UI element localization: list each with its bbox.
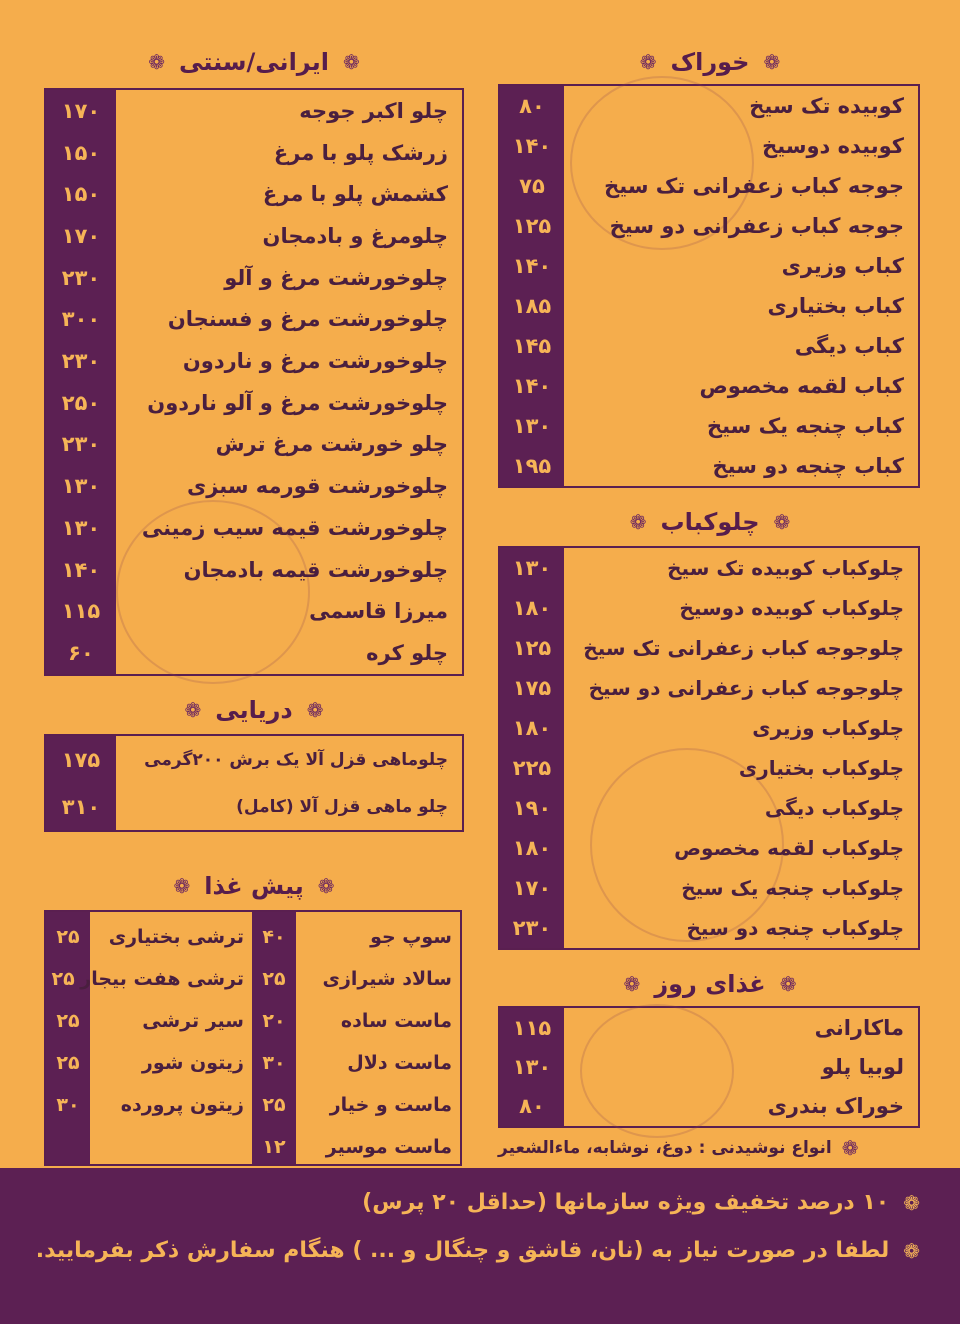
menu-item-row [500,788,918,828]
section-title-pish-ghaza: ❁ پیش غذا ❁ [173,872,335,900]
flower-ornament-icon: ❁ [317,874,335,898]
menu-item-row [252,1126,460,1168]
menu-item-name: ماست و خیار [329,1094,452,1116]
menu-item-name: ترشی هفت بیجار [80,968,244,990]
menu-item-name: چلوخورشت قیمه سیب زمینی [141,515,448,540]
pish-ghaza-right-column [252,912,460,1164]
menu-item-price: ۲۵۰ [61,390,101,415]
khorak-menu-box [498,84,920,488]
flower-ornament-icon: ❁ [173,874,191,898]
daryaei-menu-box [44,734,464,832]
menu-item-row [252,916,460,958]
menu-item-price: ۲۰ [262,1010,286,1032]
menu-item-price: ۸۰ [519,1094,545,1119]
menu-item-row [46,174,462,214]
menu-item-price: ۱۸۰ [512,836,552,860]
menu-item-price: ۴۰ [262,926,286,948]
irani-item-list [46,90,462,674]
menu-item-name: چلوخورشت مرغ و ناردون [182,349,448,374]
menu-item-row [46,258,462,298]
menu-item-price: ۱۷۰ [61,98,101,123]
menu-item-name: چلو ماهی قزل آلا (کامل) [236,796,448,817]
menu-item-price: ۱۷۵ [61,747,101,772]
menu-item-name: سیر ترشی [142,1010,244,1032]
menu-item-name: کباب چنجه یک سیخ [706,414,904,438]
pish-ghaza-left-column [46,912,252,1164]
menu-item-price: ۱۳۰ [512,414,552,438]
menu-item-row [46,633,462,673]
flower-ornament-icon: ❁ [903,1238,920,1263]
flower-ornament-icon: ❁ [841,1136,859,1160]
menu-item-row [252,1042,460,1084]
footer-line-request: ❁ لطفا در صورت نیاز به (نان، قاشق و چنگال و ... ) هنگام سفارش ذکر بفرمایید. [35,1238,920,1263]
menu-item-price: ۱۴۰ [61,557,101,582]
flower-ornament-icon: ❁ [306,698,324,722]
menu-item-price: ۲۵ [56,1052,80,1074]
menu-item-price: ۱۸۰ [512,596,552,620]
menu-item-price: ۱۴۰ [512,134,552,158]
menu-item-price: ۲۲۵ [512,756,552,780]
menu-item-price: ۱۸۵ [512,294,552,318]
menu-item-price: ۷۵ [519,174,545,198]
pish-ghaza-menu-box [44,910,462,1166]
menu-item-row [500,166,918,206]
menu-item-name: ماست موسیر [325,1136,452,1158]
menu-item-name: چلوکباب بختیاری [738,756,904,780]
menu-item-price: ۸۰ [519,94,545,118]
menu-item-price: ۲۳۰ [61,349,101,374]
menu-item-name: کوبیده تک سیخ [749,94,904,118]
menu-item-price: ۱۳۰ [61,515,101,540]
menu-item-price: ۲۳۰ [61,265,101,290]
menu-item-row [500,126,918,166]
drinks-note: ❁ انواع نوشیدنی : دوغ، نوشابه، ماءالشعیر [498,1136,859,1160]
menu-item-price: ۳۱۰ [61,794,101,819]
menu-item-row [252,958,460,1000]
menu-item-row [500,286,918,326]
menu-item-price: ۱۷۵ [512,676,552,700]
menu-item-row [500,246,918,286]
menu-item-name: چلو اکبر جوجه [299,98,448,123]
menu-item-price: ۲۳۰ [512,916,552,940]
menu-item-price: ۱۲ [262,1136,286,1158]
menu-item-price: ۱۷۰ [512,876,552,900]
menu-item-name: چلوجوجه کباب زعفرانی تک سیخ [583,636,904,660]
menu-item-name: چلوخورشت مرغ و آلو [224,265,448,290]
menu-item-price: ۳۰۰ [61,307,101,332]
flower-ornament-icon: ❁ [629,510,647,534]
menu-item-name: چلوکباب چنجه یک سیخ [681,876,904,900]
menu-item-name: چلو خورشت مرغ ترش [215,432,448,457]
menu-item-price: ۳۰ [262,1052,286,1074]
menu-item-price: ۱۴۰ [512,254,552,278]
menu-item-row [46,508,462,548]
menu-item-name: لوبیا پلو [821,1054,904,1079]
menu-item-price: ۲۳۰ [61,432,101,457]
flower-ornament-icon: ❁ [773,510,791,534]
menu-item-price: ۲۵ [56,1010,80,1032]
daryaei-item-list [46,736,462,830]
menu-item-row [500,446,918,486]
menu-item-price: ۲۵ [262,968,286,990]
menu-item-row [500,868,918,908]
menu-item-price: ۱۹۰ [512,796,552,820]
menu-item-row [252,1084,460,1126]
menu-item-row [46,916,252,958]
menu-item-row [46,383,462,423]
menu-item-price: ۱۱۵ [512,1015,552,1040]
section-title-daryaei: ❁ دریایی ❁ [184,696,324,724]
ghazaye-rooz-menu-box [498,1006,920,1128]
menu-item-row [500,748,918,788]
menu-item-name: ماکارانی [814,1015,904,1040]
menu-item-row [46,91,462,131]
menu-item-name: ماست دلال [347,1052,452,1074]
menu-item-row [500,908,918,948]
menu-item-row [46,958,252,1000]
menu-item-row [46,1084,252,1126]
menu-item-name: چلومرغ و بادمجان [262,223,448,248]
menu-item-name: سالاد شیرازی [322,968,452,990]
menu-item-price: ۱۴۰ [512,374,552,398]
menu-item-price: ۲۵ [56,926,80,948]
menu-item-name: چلوکباب دیگی [764,796,904,820]
menu-item-row [500,708,918,748]
menu-item-name: جوجه کباب زعفرانی تک سیخ [604,174,904,198]
menu-item-row [46,133,462,173]
menu-item-row [46,466,462,506]
chelokabab-menu-box [498,546,920,950]
menu-item-name: زرشک پلو با مرغ [273,140,448,165]
menu-item-price: ۲۵ [262,1094,286,1116]
menu-item-row [500,1008,918,1047]
flower-ornament-icon: ❁ [639,50,657,74]
menu-item-name: چلوخورشت قورمه سبزی [186,474,448,499]
menu-item-price: ۱۲۵ [512,214,552,238]
menu-item-name: کوبیده دوسیخ [762,134,904,158]
menu-item-name: کباب چنجه دو سیخ [712,454,904,478]
menu-item-name: چلو کره [366,640,448,665]
menu-item-row [500,206,918,246]
menu-item-row [500,1087,918,1126]
menu-item-name: چلوکباب چنجه دو سیخ [686,916,904,940]
menu-item-price: ۱۷۰ [61,223,101,248]
menu-item-row [500,326,918,366]
menu-item-row [46,1042,252,1084]
menu-item-price: ۲۵ [51,968,75,990]
section-title-chelokabab: ❁ چلوکباب ❁ [629,508,791,536]
menu-item-row [500,86,918,126]
flower-ornament-icon: ❁ [342,50,360,74]
menu-item-row [500,548,918,588]
menu-item-price: ۱۳۰ [512,1054,552,1079]
menu-item-price: ۳۰ [56,1094,80,1116]
menu-item-name: کشمش پلو با مرغ [262,182,448,207]
menu-item-price: ۱۳۰ [61,474,101,499]
menu-item-row [46,787,462,827]
flower-ornament-icon: ❁ [148,50,166,74]
chelokabab-item-list [500,548,918,948]
menu-item-name: خوراک بندری [767,1094,904,1119]
menu-item-row [46,1000,252,1042]
menu-item-row [500,1047,918,1086]
menu-item-row [46,299,462,339]
menu-item-price: ۱۵۰ [61,140,101,165]
footer-line-discount: ❁ ۱۰ درصد تخفیف ویژه سازمانها (حداقل ۲۰ پرس) [362,1190,920,1215]
menu-item-row [252,1000,460,1042]
menu-item-row [46,740,462,780]
section-title-irani: ❁ ایرانی/سنتی ❁ [148,48,360,76]
menu-item-price: ۱۳۰ [512,556,552,580]
menu-item-row [46,550,462,590]
menu-item-row [500,668,918,708]
menu-item-name: چلوکباب کوبیده تک سیخ [667,556,904,580]
menu-item-row [500,366,918,406]
menu-item-price: ۱۹۵ [512,454,552,478]
flower-ornament-icon: ❁ [903,1190,920,1215]
menu-item-name: کباب لقمه مخصوص [699,374,904,398]
menu-item-name: ترشی بختیاری [108,926,244,948]
menu-item-name: زیتون پرورده [120,1094,244,1116]
menu-item-name: میرزا قاسمی [309,599,448,624]
menu-item-row [500,588,918,628]
menu-item-name: چلوجوجه کباب زعفرانی دو سیخ [588,676,904,700]
menu-item-price: ۱۱۵ [61,599,101,624]
flower-ornament-icon: ❁ [184,698,202,722]
menu-item-price: ۱۵۰ [61,182,101,207]
menu-item-row [46,591,462,631]
menu-item-row [500,628,918,668]
menu-item-name: چلوکباب کوبیده دوسیخ [679,596,904,620]
section-title-ghazaye-rooz: ❁ غذای روز ❁ [623,970,797,998]
menu-item-price: ۱۴۵ [512,334,552,358]
menu-item-name: کباب دیگی [794,334,904,358]
menu-item-name: کباب وزیری [781,254,904,278]
irani-menu-box [44,88,464,676]
menu-item-name: چلوکباب وزیری [752,716,904,740]
menu-item-row [46,216,462,256]
flower-ornament-icon: ❁ [623,972,641,996]
menu-item-price: ۱۸۰ [512,716,552,740]
menu-item-name: چلوخورشت قیمه بادمجان [183,557,448,582]
section-title-khorak: ❁ خوراک ❁ [639,48,781,76]
menu-item-price: ۱۲۵ [512,636,552,660]
menu-item-row [500,828,918,868]
menu-item-name: زیتون شور [141,1052,244,1074]
menu-item-name: چلوماهی قزل آلا یک برش ۲۰۰گرمی [144,749,448,770]
footer-banner [0,1168,960,1324]
menu-item-name: سوپ جو [370,926,452,948]
menu-item-row [46,341,462,381]
flower-ornament-icon: ❁ [779,972,797,996]
menu-item-name: کباب بختیاری [767,294,904,318]
menu-item-name: جوجه کباب زعفرانی دو سیخ [609,214,904,238]
khorak-item-list [500,86,918,486]
menu-item-price: ۶۰ [68,640,94,665]
menu-item-name: چلوکباب لقمه مخصوص [674,836,904,860]
menu-item-row [46,424,462,464]
ghazaye-rooz-item-list [500,1008,918,1126]
flower-ornament-icon: ❁ [763,50,781,74]
menu-item-name: ماست ساده [340,1010,452,1032]
menu-item-name: چلوخورشت مرغ و آلو ناردون [147,390,448,415]
menu-item-name: چلوخورشت مرغ و فسنجان [167,307,448,332]
menu-item-row [500,406,918,446]
